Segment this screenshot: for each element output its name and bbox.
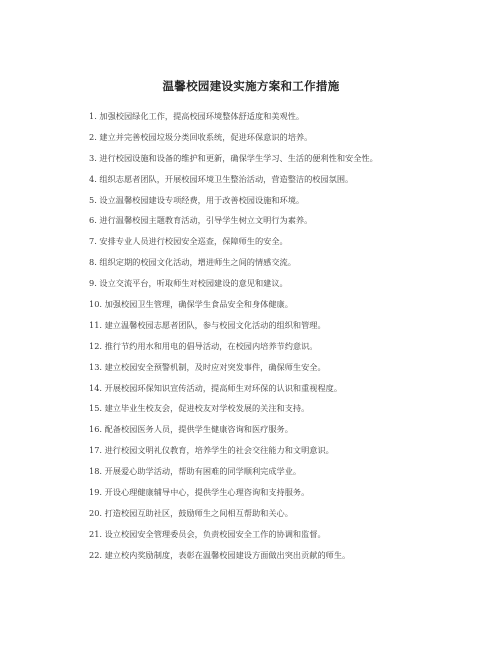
list-item: 11. 建立温馨校园志愿者团队，参与校园文化活动的组织和管理。 — [89, 319, 326, 330]
list-item: 16. 配备校园医务人员，提供学生健康咨询和医疗服务。 — [89, 424, 293, 435]
list-item: 1. 加强校园绿化工作，提高校园环境整体舒适度和美观性。 — [89, 111, 305, 121]
list-item: 22. 建立校内奖励制度，表彰在温馨校园建设方面做出突出贡献的师生。 — [89, 549, 351, 560]
list-item: 13. 建立校园安全预警机制，及时应对突发事件，确保师生安全。 — [89, 361, 326, 372]
list-item: 8. 组织定期的校园文化活动，增进师生之间的情感交流。 — [89, 257, 296, 268]
page-title: 温馨校园建设实施方案和工作措施 — [162, 79, 340, 93]
list-item: 3. 进行校园设施和设备的维护和更新，确保学生学习、生活的便利性和安全性。 — [89, 152, 378, 163]
list-item: 6. 进行温馨校园主题教育活动，引导学生树立文明行为素养。 — [89, 215, 313, 226]
list-item: 20. 打造校园互助社区，鼓励师生之间相互帮助和关心。 — [89, 507, 293, 518]
list-item: 2. 建立并完善校园垃圾分类回收系统，促进环保意识的培养。 — [89, 131, 313, 142]
list-item: 17. 进行校园文明礼仪教育，培养学生的社会交往能力和文明意识。 — [89, 445, 334, 456]
list-item: 19. 开设心理健康辅导中心，提供学生心理咨询和支持服务。 — [89, 487, 310, 498]
list-item: 18. 开展爱心助学活动，帮助有困难的同学顺利完成学业。 — [89, 466, 302, 477]
list-item: 7. 安排专业人员进行校园安全巡查，保障师生的安全。 — [89, 236, 288, 247]
list-item: 21. 设立校园安全管理委员会，负责校园安全工作的协调和监督。 — [89, 528, 326, 539]
measures-list — [89, 106, 489, 566]
list-item: 5. 设立温馨校园建设专项经费，用于改善校园设施和环境。 — [89, 194, 305, 205]
list-item: 15. 建立毕业生校友会，促进校友对学校发展的关注和支持。 — [89, 403, 310, 414]
list-item: 10. 加强校园卫生管理，确保学生食品安全和身体健康。 — [89, 299, 293, 310]
list-item: 12. 推行节约用水和用电的倡导活动，在校园内培养节约意识。 — [89, 340, 318, 351]
list-item: 4. 组织志愿者团队，开展校园环境卫生整治活动，营造整洁的校园氛围。 — [89, 173, 354, 184]
list-item: 14. 开展校园环保知识宣传活动，提高师生对环保的认识和重视程度。 — [89, 382, 343, 393]
list-item: 9. 设立交流平台，听取师生对校园建设的意见和建议。 — [89, 278, 288, 289]
